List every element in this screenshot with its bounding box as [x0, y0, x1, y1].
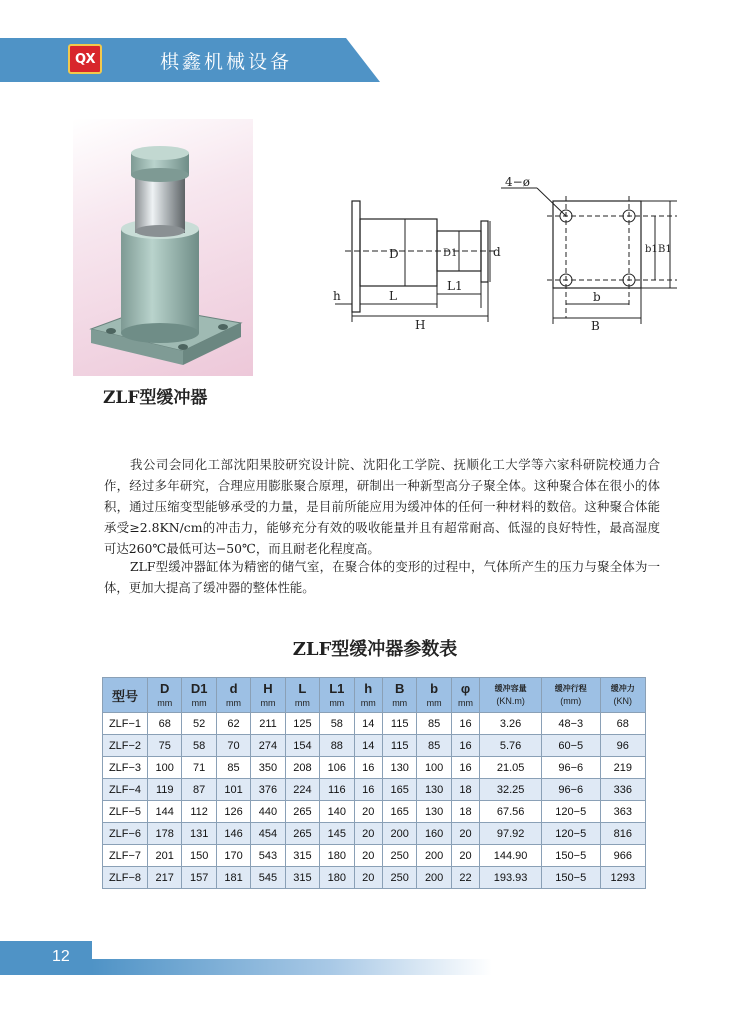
table-cell: 315 [285, 867, 319, 889]
logo-text: QX [74, 51, 96, 67]
company-name: 棋鑫机械设备 [160, 51, 293, 73]
column-header: b mm [417, 678, 451, 713]
table-cell: 180 [320, 845, 354, 867]
table-cell: 96−6 [541, 757, 600, 779]
label-b: b [593, 290, 601, 304]
table-cell: 543 [251, 845, 285, 867]
table-cell: 52 [182, 713, 216, 735]
table-cell: 60−5 [541, 735, 600, 757]
label-B1: B1 [658, 244, 672, 255]
table-cell: 545 [251, 867, 285, 889]
table-cell: 68 [148, 713, 182, 735]
product-title: ZLF型缓冲器 [103, 388, 208, 408]
table-cell: 165 [382, 801, 416, 823]
table-cell: 250 [382, 845, 416, 867]
table-cell: 20 [354, 801, 382, 823]
table-cell: 115 [382, 713, 416, 735]
table-cell: 18 [451, 801, 479, 823]
table-cell: 58 [320, 713, 354, 735]
table-cell: 315 [285, 845, 319, 867]
table-cell: 363 [600, 801, 645, 823]
column-header: H mm [251, 678, 285, 713]
company-logo [68, 44, 102, 74]
table-cell: 116 [320, 779, 354, 801]
description-paragraph-1: 我公司会同化工部沈阳果胶研究设计院、沈阳化工学院、抚顺化工大学等六家科研院校通力合作，经过多年研究，合理应用膨胀聚合原理，研制出一种新型高分子聚全体。这种聚合体在很小的体积，通过压缩变型能够承受的力量，是目前所能应用为缓冲体的任何一种材料的数倍。这种聚合体能承受≥2.8KN/cm的冲击力，能够充分有效的吸收能量并且有超常耐高、低湿的良好特性，最高湿度可达260℃最低可达−50℃，而且耐老化程度高。 [104, 457, 660, 556]
table-cell: 16 [354, 779, 382, 801]
table-cell: 376 [251, 779, 285, 801]
table-cell: 150 [182, 845, 216, 867]
side-view-labels [333, 245, 501, 332]
table-cell: 21.05 [480, 757, 542, 779]
table-row [103, 735, 646, 757]
table-cell: 14 [354, 713, 382, 735]
column-header: 缓冲容量 (KN.m) [480, 678, 542, 713]
table-cell: 160 [417, 823, 451, 845]
model-cell: ZLF−4 [103, 779, 148, 801]
column-header: 缓冲行程 (mm) [541, 678, 600, 713]
table-cell: 200 [382, 823, 416, 845]
table-cell: 20 [451, 823, 479, 845]
column-header: L1 mm [320, 678, 354, 713]
table-cell: 144 [148, 801, 182, 823]
table-cell: 200 [417, 867, 451, 889]
table-cell: 336 [600, 779, 645, 801]
table-cell: 178 [148, 823, 182, 845]
table-cell: 211 [251, 713, 285, 735]
table-cell: 224 [285, 779, 319, 801]
label-b1: b1 [645, 244, 658, 255]
table-cell: 96 [600, 735, 645, 757]
model-cell: ZLF−2 [103, 735, 148, 757]
table-cell: 146 [216, 823, 250, 845]
label-D1: D1 [443, 248, 458, 259]
label-D: D [389, 247, 399, 261]
table-row [103, 823, 646, 845]
table-header-row [103, 678, 646, 713]
product-photo [73, 119, 253, 376]
label-L: L [389, 289, 397, 303]
model-cell: ZLF−7 [103, 845, 148, 867]
dimension-drawing [325, 176, 685, 336]
footer-page-box [0, 941, 92, 975]
table-cell: 119 [148, 779, 182, 801]
column-header: d mm [216, 678, 250, 713]
table-cell: 126 [216, 801, 250, 823]
table-cell: 85 [216, 757, 250, 779]
model-cell: ZLF−3 [103, 757, 148, 779]
label-L1: L1 [447, 279, 463, 293]
table-cell: 32.25 [480, 779, 542, 801]
table-cell: 88 [320, 735, 354, 757]
table-cell: 170 [216, 845, 250, 867]
top-view [501, 188, 677, 324]
table-cell: 219 [600, 757, 645, 779]
column-header: φ mm [451, 678, 479, 713]
table-cell: 120−5 [541, 801, 600, 823]
table-cell: 16 [451, 735, 479, 757]
table-cell: 20 [354, 867, 382, 889]
table-cell: 106 [320, 757, 354, 779]
model-header: 型号 [103, 678, 148, 713]
table-cell: 454 [251, 823, 285, 845]
table-cell: 154 [285, 735, 319, 757]
table-cell: 140 [320, 801, 354, 823]
table-cell: 97.92 [480, 823, 542, 845]
table-row [103, 801, 646, 823]
table-cell: 100 [417, 757, 451, 779]
model-cell: ZLF−1 [103, 713, 148, 735]
table-cell: 201 [148, 845, 182, 867]
table-row [103, 845, 646, 867]
buffer-illustration [73, 119, 253, 376]
table-title: ZLF型缓冲器参数表 [292, 639, 458, 660]
label-holes: 4−ø [505, 176, 530, 189]
table-cell: 3.26 [480, 713, 542, 735]
table-cell: 20 [354, 845, 382, 867]
table-cell: 70 [216, 735, 250, 757]
table-cell: 165 [382, 779, 416, 801]
table-cell: 130 [417, 779, 451, 801]
label-d: d [493, 245, 501, 259]
table-cell: 265 [285, 801, 319, 823]
table-cell: 440 [251, 801, 285, 823]
table-cell: 180 [320, 867, 354, 889]
description-paragraph-2: ZLF型缓冲器缸体为精密的储气室，在聚合体的变形的过程中，气体所产生的压力与聚全体为一体，更加大提高了缓冲器的整体性能。 [104, 559, 660, 595]
table-cell: 16 [451, 757, 479, 779]
table-cell: 150−5 [541, 845, 600, 867]
table-cell: 217 [148, 867, 182, 889]
table-cell: 22 [451, 867, 479, 889]
table-cell: 145 [320, 823, 354, 845]
table-cell: 20 [451, 845, 479, 867]
table-cell: 100 [148, 757, 182, 779]
parameter-table [102, 677, 646, 889]
top-view-labels [505, 176, 672, 333]
model-cell: ZLF−5 [103, 801, 148, 823]
model-cell: ZLF−6 [103, 823, 148, 845]
table-cell: 193.93 [480, 867, 542, 889]
table-body [103, 713, 646, 889]
table-cell: 150−5 [541, 867, 600, 889]
table-cell: 181 [216, 867, 250, 889]
table-cell: 14 [354, 735, 382, 757]
table-cell: 265 [285, 823, 319, 845]
table-cell: 200 [417, 845, 451, 867]
table-cell: 131 [182, 823, 216, 845]
table-cell: 350 [251, 757, 285, 779]
table-cell: 115 [382, 735, 416, 757]
table-row [103, 779, 646, 801]
table-cell: 1293 [600, 867, 645, 889]
table-row [103, 757, 646, 779]
table-cell: 58 [182, 735, 216, 757]
table-cell: 208 [285, 757, 319, 779]
column-header: h mm [354, 678, 382, 713]
table-row [103, 713, 646, 735]
table-cell: 157 [182, 867, 216, 889]
table-cell: 71 [182, 757, 216, 779]
column-header: 缓冲力 (KN) [600, 678, 645, 713]
model-cell: ZLF−8 [103, 867, 148, 889]
side-view [335, 201, 497, 322]
table-cell: 101 [216, 779, 250, 801]
table-cell: 62 [216, 713, 250, 735]
table-cell: 250 [382, 867, 416, 889]
column-header: D mm [148, 678, 182, 713]
footer-bar [92, 959, 492, 975]
table-cell: 68 [600, 713, 645, 735]
page-number: 12 [52, 948, 70, 965]
table-cell: 816 [600, 823, 645, 845]
table-cell: 112 [182, 801, 216, 823]
column-header: D1 mm [182, 678, 216, 713]
table-cell: 67.56 [480, 801, 542, 823]
column-header: B mm [382, 678, 416, 713]
table-cell: 20 [354, 823, 382, 845]
label-B: B [591, 319, 600, 333]
table-cell: 5.76 [480, 735, 542, 757]
table-cell: 966 [600, 845, 645, 867]
label-h: h [333, 289, 341, 303]
table-cell: 87 [182, 779, 216, 801]
table-cell: 85 [417, 713, 451, 735]
table-cell: 75 [148, 735, 182, 757]
column-header: L mm [285, 678, 319, 713]
table-cell: 144.90 [480, 845, 542, 867]
table-cell: 48−3 [541, 713, 600, 735]
table-cell: 130 [382, 757, 416, 779]
table-cell: 16 [354, 757, 382, 779]
label-H: H [415, 318, 426, 332]
table-cell: 274 [251, 735, 285, 757]
table-cell: 16 [451, 713, 479, 735]
table-row [103, 867, 646, 889]
table-cell: 85 [417, 735, 451, 757]
table-cell: 18 [451, 779, 479, 801]
table-cell: 120−5 [541, 823, 600, 845]
table-cell: 130 [417, 801, 451, 823]
table-cell: 96−6 [541, 779, 600, 801]
table-cell: 125 [285, 713, 319, 735]
